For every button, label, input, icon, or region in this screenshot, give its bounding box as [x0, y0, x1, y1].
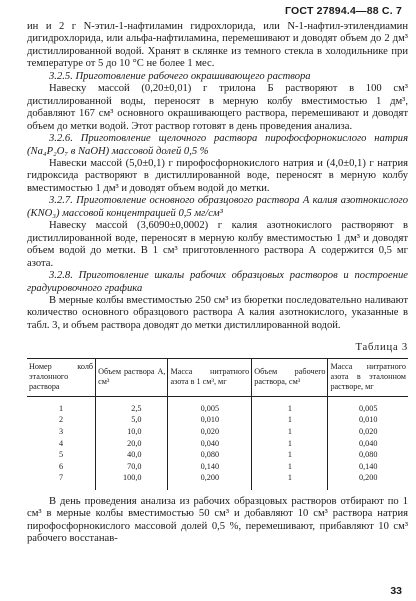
table-row: [27, 438, 408, 450]
table-header-row: [27, 358, 408, 396]
table-row: [27, 449, 408, 461]
page-number: 33: [390, 585, 402, 597]
table-cell: 1: [58, 403, 64, 413]
section-heading-3-2-6: 3.2.6. Приготовление щелочного раствора пирофосфорнокислого натрия (Na₄P₂O₇ в NaOH) массовой долей 0,5 %: [27, 133, 408, 157]
paragraph-continuation: ин и 2 г N-этил-1-нафтиламин гидрохлорида, или N-1-нафтил-этилендиамин дигидрохлорида, или альфа-нафтиламина, перемешивают и доводят объем до 2 дм³ дистиллированной водой. Хранят в склянке из темного стекла в холодильнике при температуре от 5 до 10 °С не более 1 мес.: [27, 21, 408, 70]
table-cell: 0,140: [328, 461, 408, 473]
table-row: [27, 472, 408, 490]
table-header-cell: Масса нитратного азота в эталонном растворе, мг: [328, 358, 408, 396]
table-row: [27, 426, 408, 438]
table-row: [27, 396, 408, 414]
table-cell: 5: [58, 450, 64, 460]
table-cell: 1: [252, 426, 328, 438]
table-cell: 0,200: [328, 472, 408, 490]
table-cell: 1: [252, 414, 328, 426]
table-3: [27, 358, 408, 490]
table-cell: 6: [58, 461, 64, 471]
table-cell: 0,040: [328, 438, 408, 450]
table-cell: 100,0: [96, 472, 168, 490]
table-cell: 0,040: [168, 438, 252, 450]
table-cell: 2: [58, 415, 64, 425]
table-header-cell: Объем рабочего раствора, см³: [252, 358, 328, 396]
paragraph-3-2-6: Навески массой (5,0±0,1) г пирофосфорнокислого натрия и (4,0±0,1) г натрия гидроксида растворяют в дистиллированной воде, переносят в мерную колбу вместимостью 1 дм³ и доводят объем водой до метки.: [27, 157, 408, 194]
table-cell: 5,0: [96, 414, 168, 426]
table-cell: 3: [58, 426, 64, 436]
table-caption: Таблица 3: [355, 342, 408, 354]
table-cell: 1: [252, 449, 328, 461]
table-cell: 0,080: [328, 449, 408, 461]
table-cell: 70,0: [96, 461, 168, 473]
table-cell: 1: [252, 461, 328, 473]
table-cell: 2,5: [96, 396, 168, 414]
table-cell: 0,010: [168, 414, 252, 426]
table-cell: 4: [58, 438, 64, 448]
table-header-cell: Масса нитратного азота в 1 см³, мг: [168, 358, 252, 396]
page-header: ГОСТ 27894.4—88 С. 7: [285, 5, 402, 17]
table-cell: 1: [252, 396, 328, 414]
section-heading-3-2-5: 3.2.5. Приготовление рабочего окрашивающего раствора: [49, 70, 311, 82]
table-cell: 0,005: [328, 396, 408, 414]
table-cell: 1: [252, 438, 328, 450]
table-cell: 0,020: [168, 426, 252, 438]
table-row: [27, 461, 408, 473]
paragraph-final: В день проведения анализа из рабочих образцовых растворов отбирают по 1 см³ в мерные колбы вместимостью 50 см³ и добавляют 10 см³ раствора натрия пирофосфорнокислого массовой долей 0,5 %, перемешивают, прибавляют 10 см³ рабочего восстанав-: [27, 495, 408, 545]
table-cell: 7: [58, 473, 64, 483]
table-row: [27, 414, 408, 426]
paragraph-3-2-8: В мерные колбы вместимостью 250 см³ из бюретки последовательно наливают количество основного образцового раствора А калия азотнокислого, указанные в табл. 3, и объем раствора доводят до метки дистиллированной водой.: [27, 294, 408, 331]
table-cell: 10,0: [96, 426, 168, 438]
table-cell: 0,140: [168, 461, 252, 473]
document-body: [27, 21, 408, 546]
table-cell: 0,080: [168, 449, 252, 461]
table-cell: 0,020: [328, 426, 408, 438]
paragraph-3-2-7: Навеску массой (3,6090±0,0002) г калия азотнокислого растворяют в дистиллированной воде, переносят в мерную колбу вместимостью 1 дм³ и доводят объем водой до метки. В 1 см³ приготовленного раствора А содержится 0,5 мг азота.: [27, 220, 408, 269]
table-cell: 40,0: [96, 449, 168, 461]
section-heading-3-2-7: 3.2.7. Приготовление основного образцового раствора А калия азотнокислого (KNO₃) массовой концентрацией 0,5 мг/см³: [27, 195, 408, 219]
table-cell: 0,200: [168, 472, 252, 490]
table-cell: 20,0: [96, 438, 168, 450]
table-header-cell: Номер колб эталонного раствора: [27, 358, 96, 396]
table-header-cell: Объем раствора А, см³: [96, 358, 168, 396]
table-cell: 0,010: [328, 414, 408, 426]
table-cell: 1: [252, 472, 328, 490]
section-heading-3-2-8: 3.2.8. Приготовление шкалы рабочих образцовых растворов и построение градуировочного графика: [27, 270, 408, 294]
table-cell: 0,005: [168, 396, 252, 414]
paragraph-3-2-5: Навеску массой (0,20±0,01) г трилона Б растворяют в 100 см³ дистиллированной воды, переносят в мерную колбу вместимостью 1 дм³, добавляют 167 см³ основного окрашивающего раствора, перемешивают и доводят объем до метки водой. Этот раствор готовят в день проведения анализа.: [27, 83, 408, 132]
